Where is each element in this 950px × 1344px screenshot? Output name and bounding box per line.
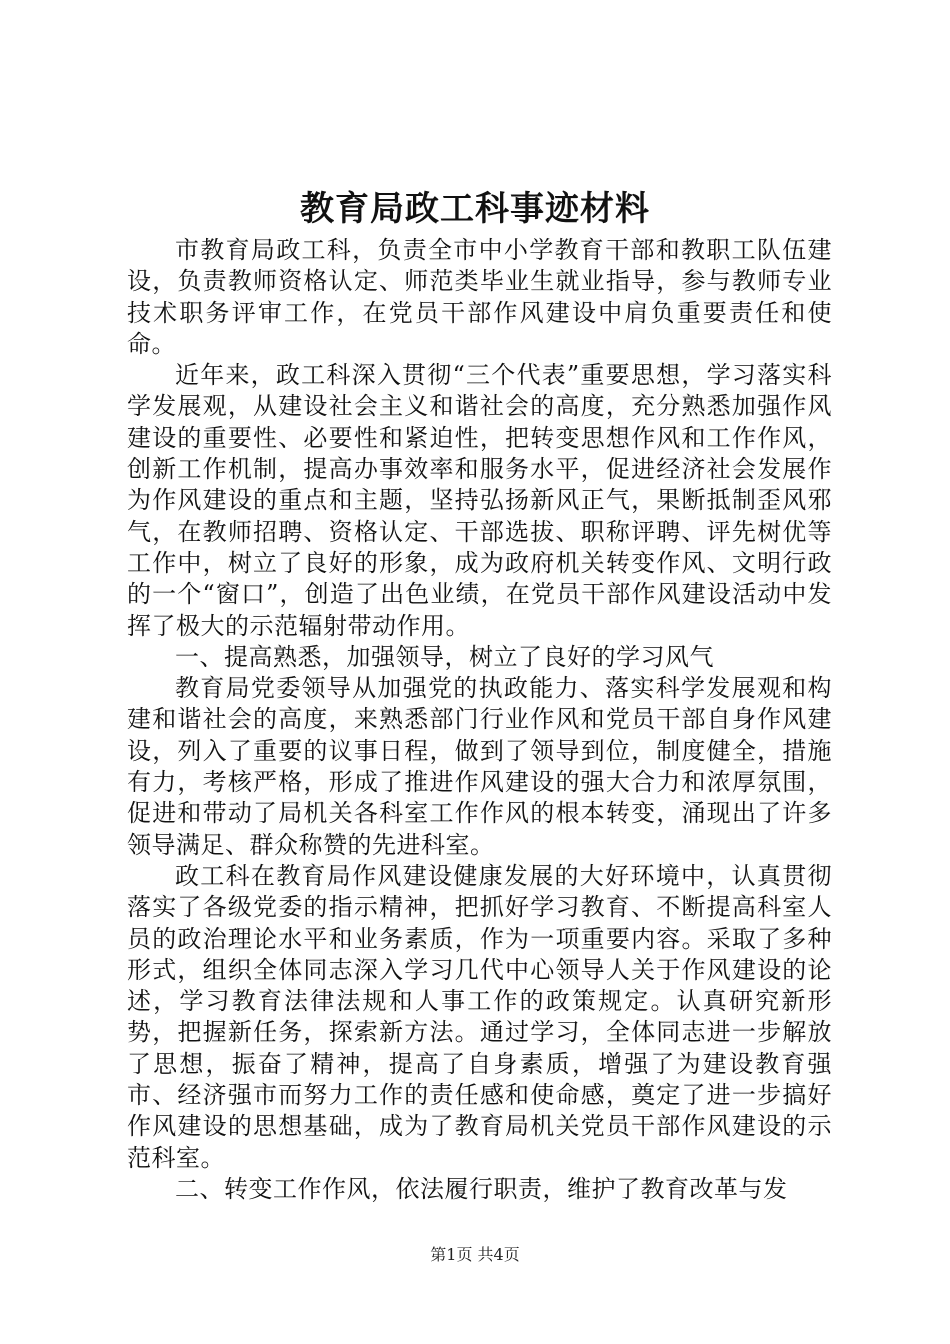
paragraph-leadership: 教育局党委领导从加强党的执政能力、落实科学发展观和构建和谐社会的高度，来熟悉部门行业作风和党员干部自身作风建设，列入了重要的议事日程，做到了领导到位，制度健全，措施有力，考核严格，形成了推进作风建设的强大合力和浓厚氛围，促进和带动了局机关各科室工作作风的根本转变，涌现出了许多领导满足、群众称赞的先进科室。 [127, 674, 832, 859]
page-footer: 第1页 共4页 [430, 1245, 520, 1264]
section-heading-1: 一、提高熟悉，加强领导，树立了良好的学习风气 [175, 642, 714, 671]
paragraph-study: 政工科在教育局作风建设健康发展的大好环境中，认真贯彻落实了各级党委的指示精神，把抓好学习教育、不断提高科室人员的政治理论水平和业务素质，作为一项重要内容。采取了多种形式，组织全体同志深入学习几代中心领导人关于作风建设的论述，学习教育法律法规和人事工作的政策规定。认真研究新形势，把握新任务，探索新方法。通过学习，全体同志进一步解放了思想，振奋了精神，提高了自身素质，增强了为建设教育强市、经济强市而努力工作的责任感和使命感，奠定了进一步搞好作风建设的思想基础，成为了教育局机关党员干部作风建设的示范科室。 [127, 861, 832, 1172]
paragraph-intro: 市教育局政工科，负责全市中小学教育干部和教职工队伍建设，负责教师资格认定、师范类毕业生就业指导，参与教师专业技术职务评审工作，在党员干部作风建设中肩负重要责任和使命。 [127, 236, 832, 358]
document-title: 教育局政工科事迹材料 [300, 189, 650, 229]
section-heading-2: 二、转变工作作风，依法履行职责，维护了教育改革与发 [175, 1174, 788, 1203]
paragraph-overview: 近年来，政工科深入贯彻“三个代表”重要思想，学习落实科学发展观，从建设社会主义和谐社会的高度，充分熟悉加强作风建设的重要性、必要性和紧迫性，把转变思想作风和工作作风，创新工作机制，提高办事效率和服务水平，促进经济社会发展作为作风建设的重点和主题，坚持弘扬新风正气，果断抵制歪风邪气，在教师招聘、资格认定、干部选拔、职称评聘、评先树优等工作中，树立了良好的形象，成为政府机关转变作风、文明行政的一个“窗口”，创造了出色业绩，在党员干部作风建设活动中发挥了极大的示范辐射带动作用。 [127, 361, 832, 640]
document-body [127, 235, 832, 1205]
